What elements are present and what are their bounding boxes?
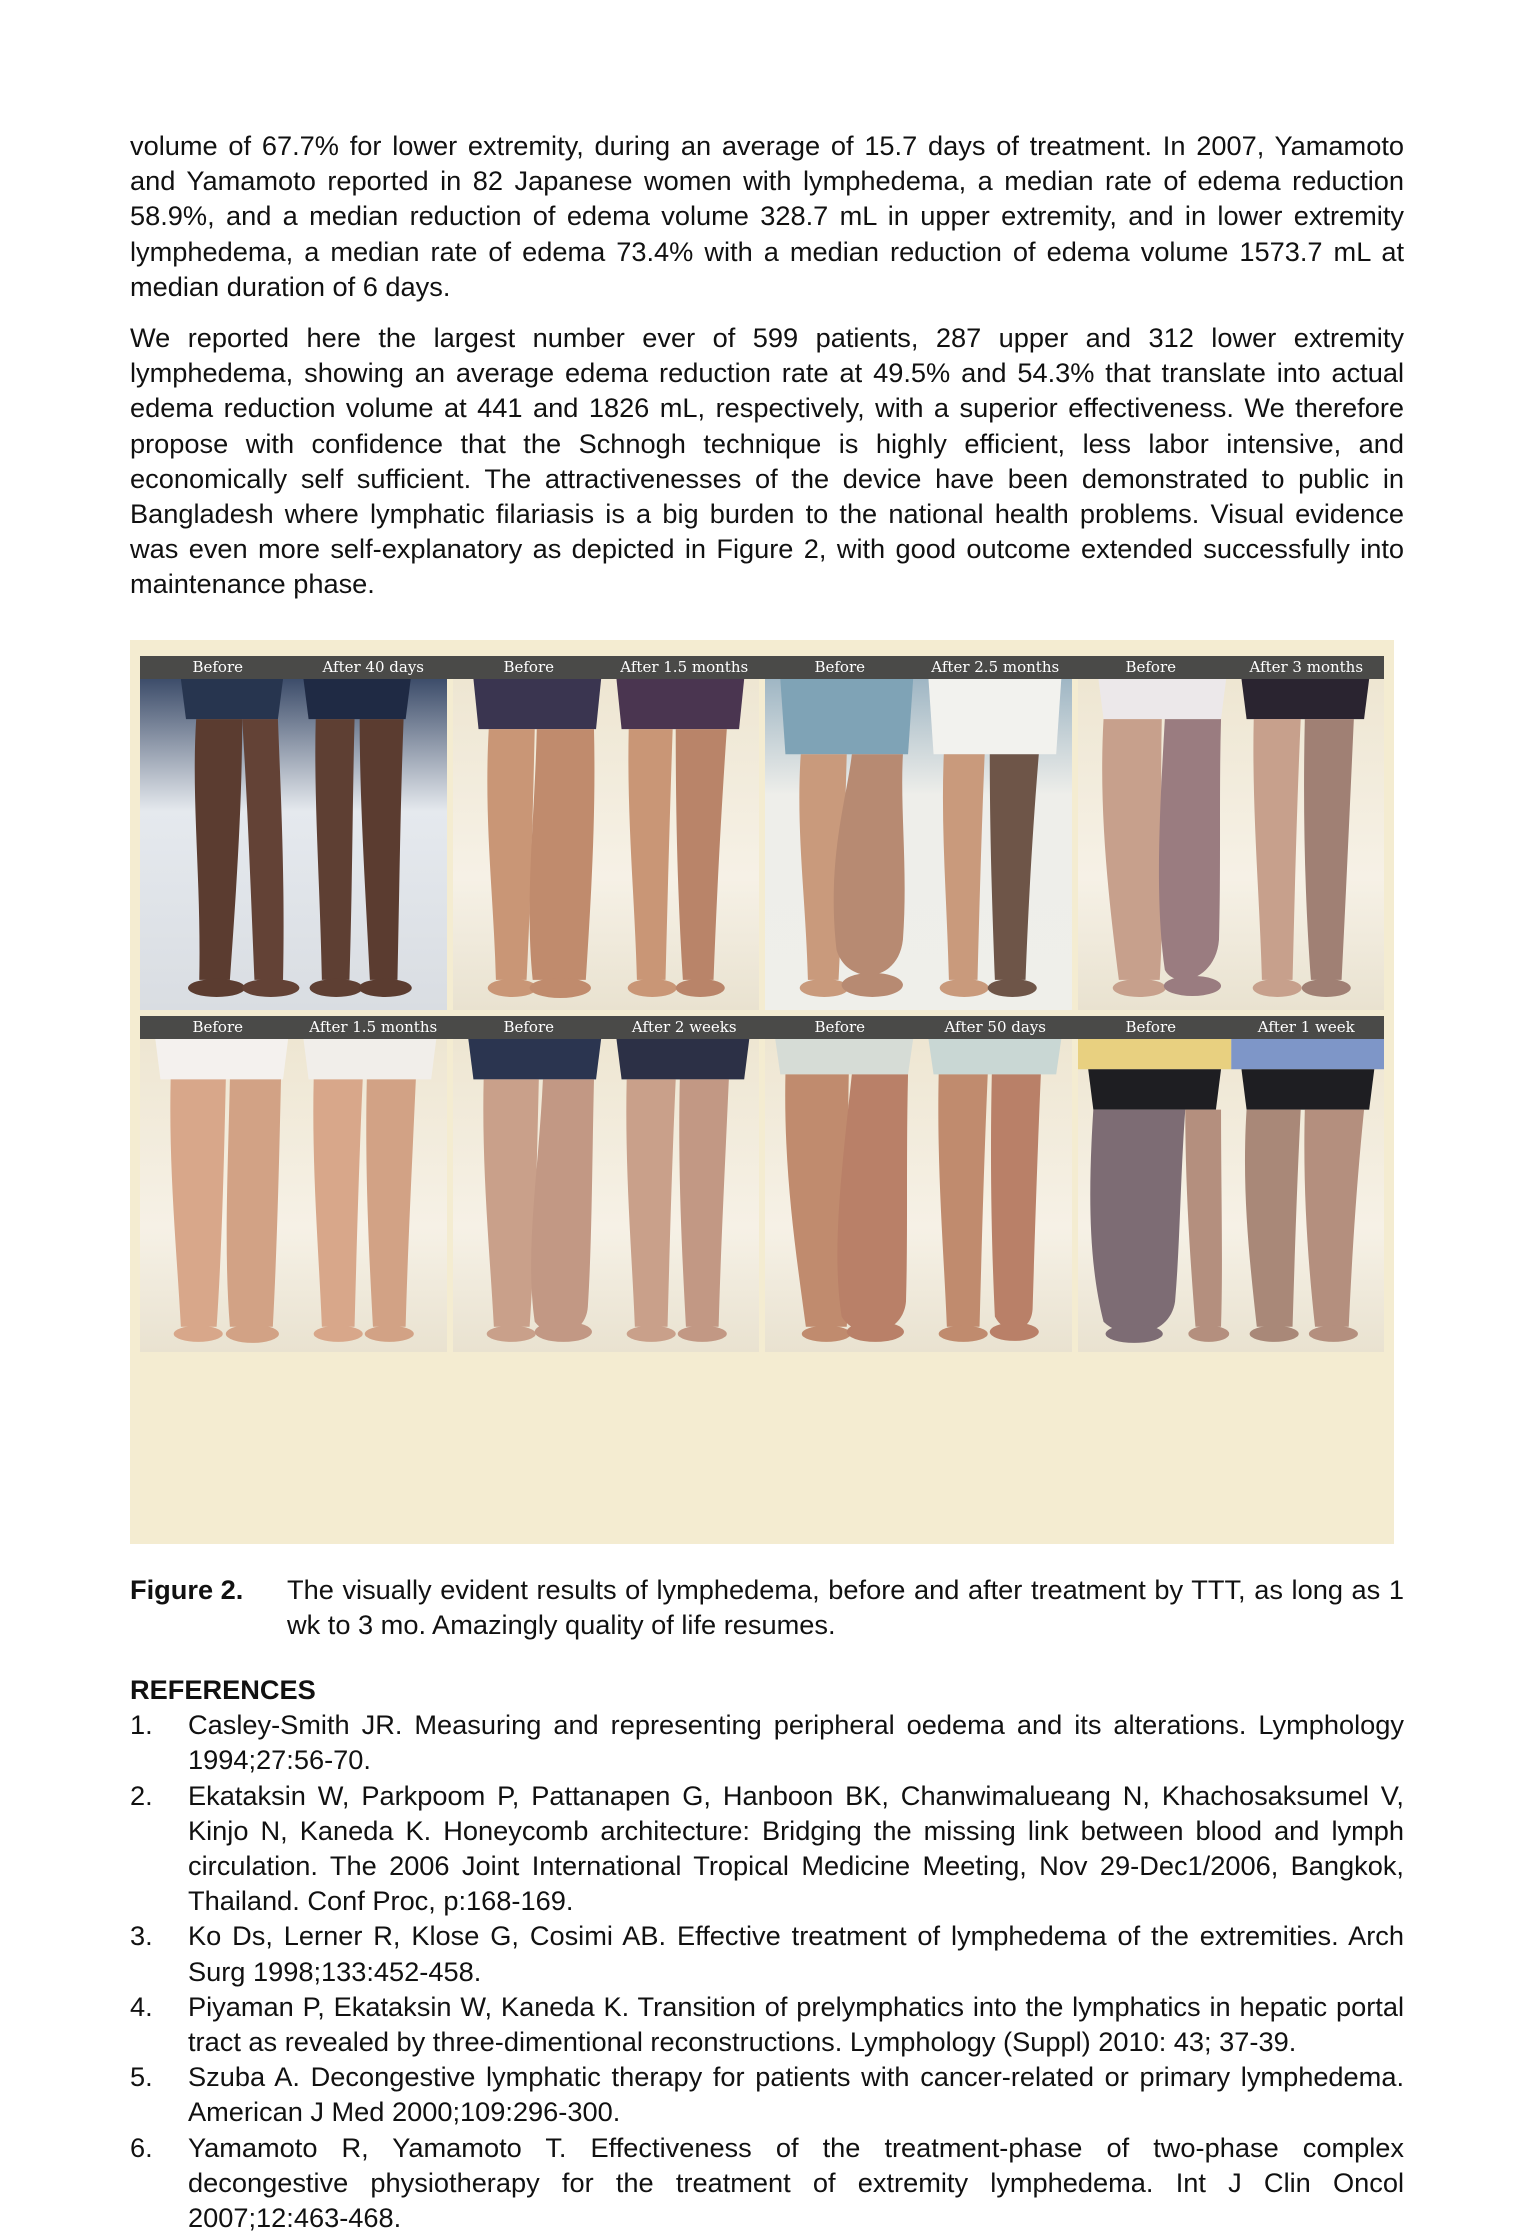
label-before: Before (192, 1017, 244, 1036)
figure-caption (130, 1572, 1404, 1642)
label-after: After 2.5 months (931, 657, 1060, 676)
figure-row-2 (140, 1016, 1384, 1352)
reference-item (130, 2059, 1404, 2129)
reference-item (130, 1918, 1404, 1988)
reference-item (130, 1778, 1404, 1919)
patient-1-photo (140, 679, 447, 1010)
figure-row-1 (140, 656, 1384, 1010)
patient-7-photo (765, 1039, 1072, 1352)
label-after: After 1 week (1257, 1017, 1355, 1036)
figure-caption-text: The visually evident results of lymphedema, before and after treatment by TTT, as long as 1 wk to 3 mo. Amazingly quality of life resumes. (287, 1573, 1404, 1640)
reference-number: 2. (130, 1779, 153, 1811)
label-before: Before (192, 657, 244, 676)
reference-text: Ko Ds, Lerner R, Klose G, Cosimi AB. Effective treatment of lymphedema of the extremities. Arch Surg 1998;133:452-458. (188, 1920, 1404, 1987)
label-before: Before (1125, 657, 1177, 676)
label-after: After 40 days (322, 657, 425, 676)
reference-number: 6. (130, 2131, 153, 2163)
reference-item (130, 1989, 1404, 2059)
references-heading: REFERENCES (130, 1674, 316, 1706)
body-paragraph-2: We reported here the largest number ever of 599 patients, 287 upper and 312 lower extremity lymphedema, showing an average edema reduction rate at 49.5% and 54.3% that translate into actual edema reduction volume at 441 and 1826 mL, respectively, with a superior effectiveness. We therefore propose with confidence that the Schnogh technique is highly efficient, less labor intensive, and economically self sufficient. The attractivenesses of the device have been demonstrated to public in Bangladesh where lymphatic filariasis is a big burden to the national health problems. Visual evidence was even more self-explanatory as depicted in Figure 2, with good outcome extended successfully into maintenance phase. (130, 322, 1404, 600)
body-paragraph-1: volume of 67.7% for lower extremity, during an average of 15.7 days of treatment. In 2007, Yamamoto and Yamamoto reported in 82 Japanese women with lymphedema, a median rate of edema reduction 58.9%, and a median reduction of edema volume 328.7 mL in upper extremity, and in lower extremity lymphedema, a median rate of edema 73.4% with a median reduction of edema volume 1573.7 mL at median duration of 6 days. (130, 130, 1404, 302)
reference-number: 5. (130, 2061, 153, 2093)
label-before: Before (814, 657, 866, 676)
label-after: After 2 weeks (631, 1017, 737, 1036)
reference-item (130, 1707, 1404, 1777)
figure-2 (130, 640, 1394, 1544)
reference-text: Ekataksin W, Parkpoom P, Pattanapen G, Hanboon BK, Chanwimalueang N, Khachosaksumel V, Kinjo N, Kaneda K. Honeycomb architecture: Bridging the missing link between blood and lymph circulation. The 2006 Joint International Tropical Medicine Meeting, Nov 29-Dec1/2006, Bangkok, Thailand. Conf Proc, p:168-169. (188, 1779, 1404, 1917)
reference-item (130, 2130, 1404, 2235)
patient-5-photo (140, 1039, 447, 1352)
patient-3-photo (765, 679, 1072, 1010)
label-after: After 50 days (944, 1017, 1047, 1036)
reference-text: Casley-Smith JR. Measuring and representing peripheral oedema and its alterations. Lymphology 1994;27:56-70. (188, 1709, 1404, 1776)
label-before: Before (503, 657, 555, 676)
patient-6-photo (453, 1039, 760, 1352)
page-content (130, 128, 1404, 2235)
figure-row-1-photos (140, 679, 1384, 1010)
label-after: After 3 months (1249, 657, 1364, 676)
label-before: Before (1125, 1017, 1177, 1036)
patient-2-photo (453, 679, 760, 1010)
reference-number: 1. (130, 1709, 153, 1741)
patient-8-photo (1078, 1039, 1385, 1352)
reference-number: 3. (130, 1920, 153, 1952)
reference-number: 4. (130, 1990, 153, 2022)
patient-4-photo (1078, 679, 1385, 1010)
figure-row-2-labels (140, 1016, 1384, 1039)
reference-text: Szuba A. Decongestive lymphatic therapy for patients with cancer-related or primary lymphedema. American J Med 2000;109:296-300. (188, 2061, 1404, 2128)
figure-row-2-photos (140, 1039, 1384, 1352)
figure-caption-label: Figure 2. (130, 1573, 244, 1605)
label-after: After 1.5 months (620, 657, 749, 676)
references-list (130, 1707, 1404, 2235)
reference-text: Piyaman P, Ekataksin W, Kaneda K. Transition of prelymphatics into the lymphatics in hepatic portal tract as revealed by three-dimentional reconstructions. Lymphology (Suppl) 2010: 43; 37-39. (188, 1990, 1404, 2058)
reference-text: Yamamoto R, Yamamoto T. Effectiveness of the treatment-phase of two-phase complex decongestive physiotherapy for the treatment of extremity lymphedema. Int J Clin Oncol 2007;12:463-468. (188, 2131, 1404, 2234)
label-before: Before (503, 1017, 555, 1036)
figure-row-1-labels (140, 656, 1384, 679)
label-after: After 1.5 months (309, 1017, 438, 1036)
label-before: Before (814, 1017, 866, 1036)
